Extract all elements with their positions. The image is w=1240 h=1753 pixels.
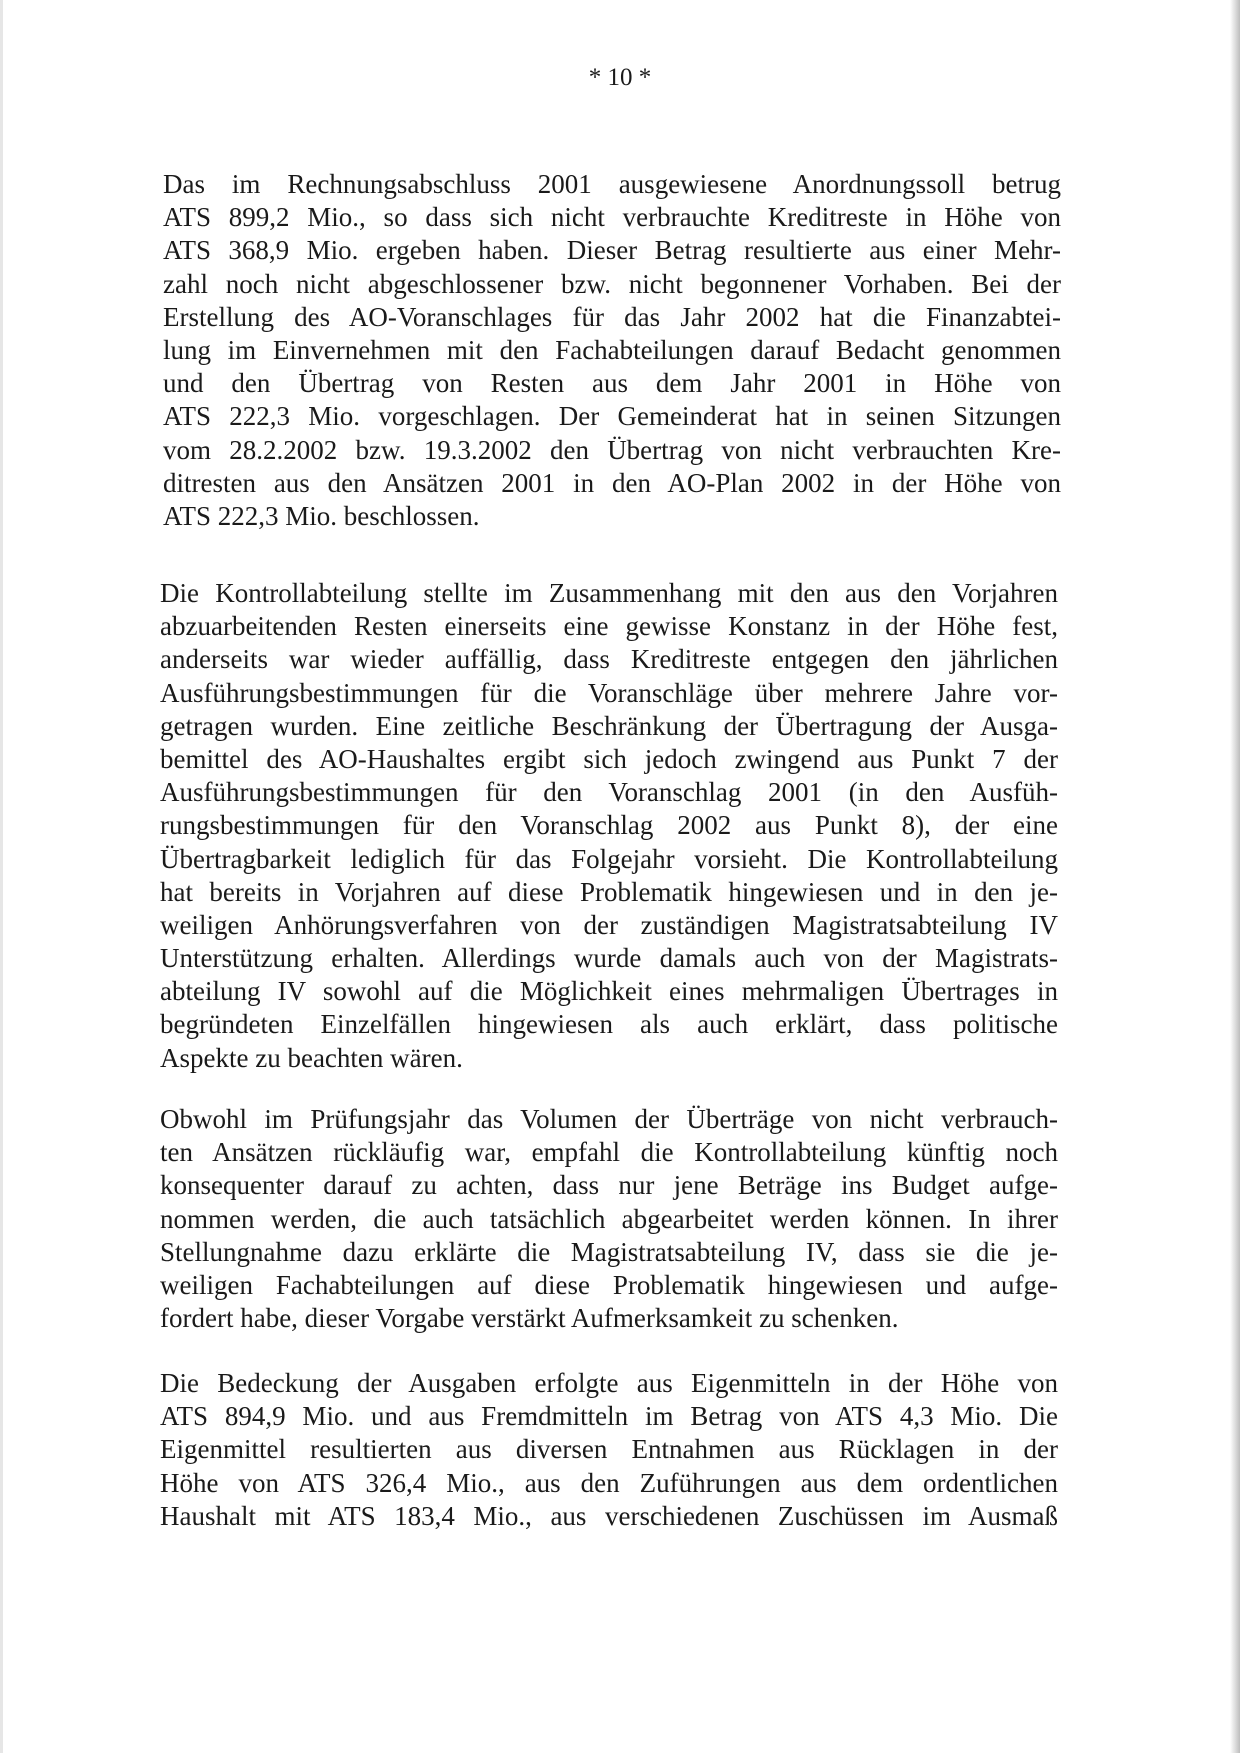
text-line: ATS 222,3 Mio. beschlossen. <box>163 500 480 531</box>
text-line: Stellungnahme dazu erklärte die Magistratsabteilung IV, dass sie die je- <box>160 1236 1058 1267</box>
text-line: Unterstützung erhalten. Allerdings wurde damals auch von der Magistrats- <box>160 943 1058 974</box>
text-line: abzuarbeitenden Resten einerseits eine gewisse Konstanz in der Höhe fest, <box>160 611 1058 642</box>
text-line: getragen wurden. Eine zeitliche Beschränkung der Übertragung der Ausga- <box>160 710 1058 741</box>
text-line: Höhe von ATS 326,4 Mio., aus den Zuführungen aus dem ordentlichen <box>160 1467 1058 1498</box>
text-line: fordert habe, dieser Vorgabe verstärkt Aufmerksamkeit zu schenken. <box>160 1303 899 1334</box>
text-line: Erstellung des AO-Voranschlages für das Jahr 2002 hat die Finanzabtei- <box>163 301 1061 332</box>
paragraph-carryover-credits <box>163 168 1061 533</box>
text-line: hat bereits in Vorjahren auf diese Problematik hingewiesen und in den je- <box>160 876 1058 907</box>
text-line: Haushalt mit ATS 183,4 Mio., aus verschiedenen Zuschüssen im Ausmaß <box>160 1500 1058 1531</box>
text-line: zahl noch nicht abgeschlossener bzw. nicht begonnener Vorhaben. Bei der <box>163 268 1061 299</box>
text-line: konsequenter darauf zu achten, dass nur jene Beträge ins Budget aufge- <box>160 1170 1058 1201</box>
text-line: anderseits war wieder auffällig, dass Kreditreste entgegen den jährlichen <box>160 644 1058 675</box>
text-line: lung im Einvernehmen mit den Fachabteilungen darauf Bedacht genommen <box>163 334 1061 365</box>
text-line: ATS 894,9 Mio. und aus Fremdmitteln im Betrag von ATS 4,3 Mio. Die <box>160 1401 1058 1432</box>
text-line: Eigenmittel resultierten aus diversen Entnahmen aus Rücklagen in der <box>160 1434 1058 1465</box>
text-line: begründeten Einzelfällen hingewiesen als auch erklärt, dass politische <box>160 1009 1058 1040</box>
text-line: rungsbestimmungen für den Voranschlag 2002 aus Punkt 8), der eine <box>160 810 1058 841</box>
text-line: Das im Rechnungsabschluss 2001 ausgewiesene Anordnungssoll betrug <box>163 169 1061 199</box>
text-line: Die Bedeckung der Ausgaben erfolgte aus Eigenmitteln in der Höhe von <box>160 1368 1058 1398</box>
text-line: Die Kontrollabteilung stellte im Zusammenhang mit den aus den Vorjahren <box>160 578 1058 608</box>
text-line: abteilung IV sowohl auf die Möglichkeit eines mehrmaligen Übertrages in <box>160 976 1058 1007</box>
text-line: und den Übertrag von Resten aus dem Jahr 2001 in Höhe von <box>163 368 1061 399</box>
page-number: * 10 * <box>588 64 652 91</box>
text-line: bemittel des AO-Haushaltes ergibt sich jedoch zwingend aus Punkt 7 der <box>160 743 1058 774</box>
text-line: Ausführungsbestimmungen für den Voranschlag 2001 (in den Ausfüh- <box>160 777 1058 808</box>
text-line: weiligen Anhörungsverfahren von der zuständigen Magistratsabteilung IV <box>160 909 1058 940</box>
text-line: ATS 222,3 Mio. vorgeschlagen. Der Gemeinderat hat in seinen Sitzungen <box>163 401 1061 432</box>
text-line: weiligen Fachabteilungen auf diese Problematik hingewiesen und aufge- <box>160 1269 1058 1300</box>
scan-edge-left <box>0 0 3 1753</box>
text-line: vom 28.2.2002 bzw. 19.3.2002 den Übertrag von nicht verbrauchten Kre- <box>163 434 1061 465</box>
paragraph-recommendation <box>160 1103 1058 1335</box>
text-line: Aspekte zu beachten wären. <box>160 1042 463 1073</box>
text-line: nommen werden, die auch tatsächlich abgearbeitet werden können. In ihrer <box>160 1203 1058 1234</box>
text-line: Übertragbarkeit lediglich für das Folgejahr vorsieht. Die Kontrollabteilung <box>160 843 1058 874</box>
paragraph-funding <box>160 1367 1058 1533</box>
scan-edge-right <box>1230 0 1240 1753</box>
text-line: ATS 899,2 Mio., so dass sich nicht verbrauchte Kreditreste in Höhe von <box>163 202 1061 233</box>
text-line: ditresten aus den Ansätzen 2001 in den AO-Plan 2002 in der Höhe von <box>163 467 1061 498</box>
text-line: Ausführungsbestimmungen für die Voranschläge über mehrere Jahre vor- <box>160 677 1058 708</box>
text-line: Obwohl im Prüfungsjahr das Volumen der Überträge von nicht verbrauch- <box>160 1104 1058 1134</box>
text-line: ATS 368,9 Mio. ergeben haben. Dieser Betrag resultierte aus einer Mehr- <box>163 235 1061 266</box>
paragraph-control-findings <box>160 577 1058 1075</box>
text-line: ten Ansätzen rückläufig war, empfahl die Kontrollabteilung künftig noch <box>160 1137 1058 1168</box>
